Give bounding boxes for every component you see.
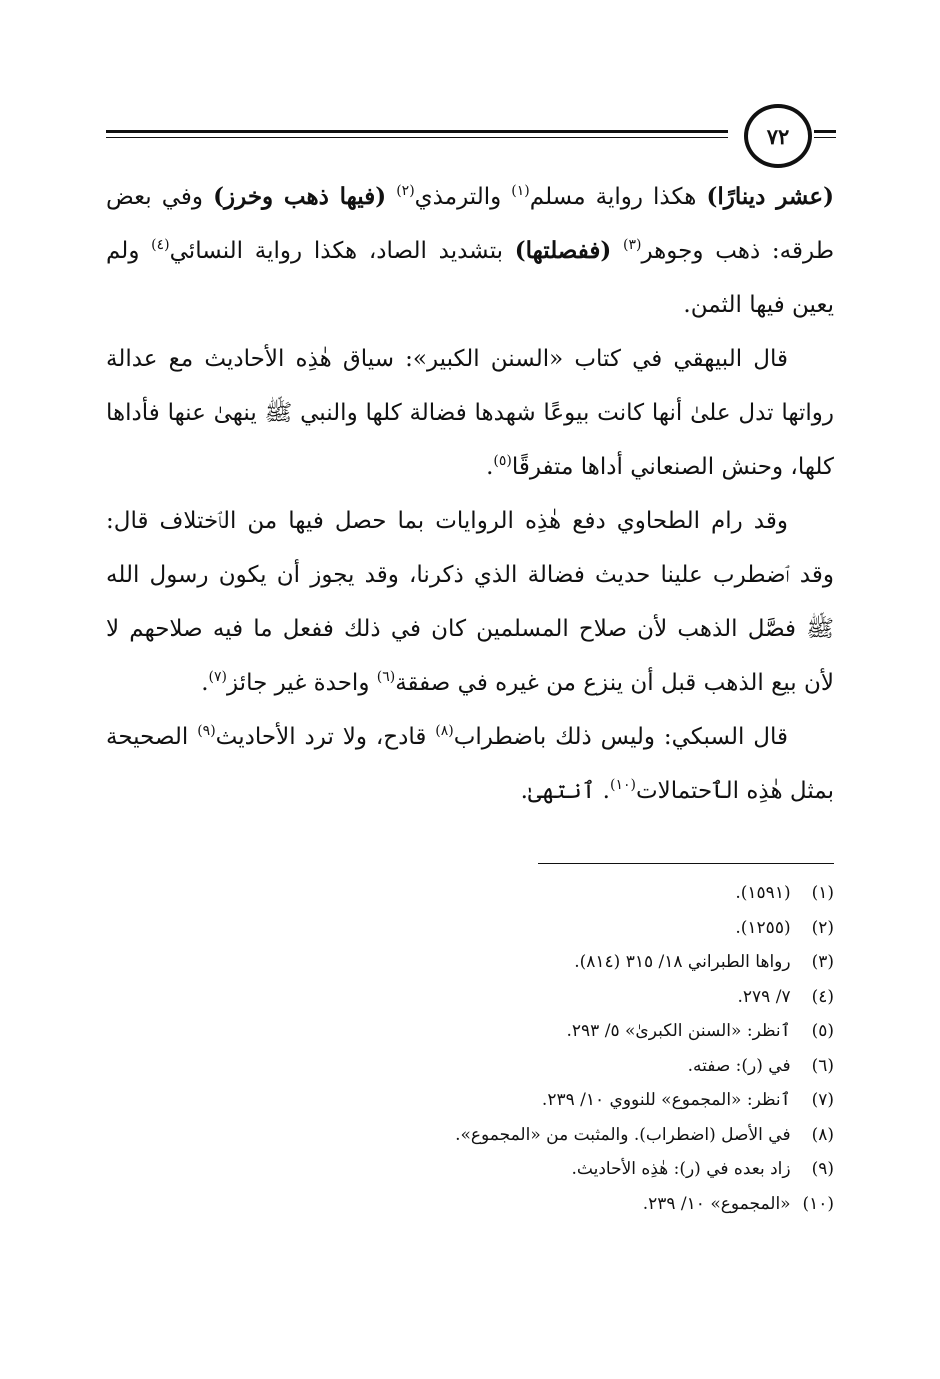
footnote-marker-4: (٤) — [151, 237, 170, 253]
footnote-item — [106, 911, 834, 946]
page-header — [106, 100, 836, 170]
footnote-item — [106, 1083, 834, 1118]
footnote-text: ٱنظر: «المجموع» للنووي ١٠/ ٢٣٩. — [541, 1090, 791, 1110]
quoted-phrase: (عشر دينارًا) — [706, 183, 835, 210]
footnote-marker-1: (١) — [511, 183, 530, 199]
text-span: . — [486, 454, 494, 480]
footnote-item — [106, 1187, 834, 1222]
footnote-divider — [538, 863, 834, 864]
text-span: واحدة غير جائز — [226, 670, 377, 696]
footnote-number: (٧) — [811, 1090, 834, 1110]
footnote-item — [106, 980, 834, 1015]
footnote-text: «المجموع» ١٠/ ٢٣٩. — [642, 1193, 791, 1214]
footnote-item — [106, 1118, 834, 1153]
footnote-text: ٧/ ٢٧٩. — [737, 986, 791, 1007]
footnote-marker-2: (٢) — [396, 183, 415, 199]
text-span: ولم يعين فيها الثمن. — [106, 238, 834, 318]
text-span — [611, 238, 623, 264]
text-span: وفي بعض طرقه: ذهب وجوهر — [106, 184, 834, 264]
text-span: قال السبكي: وليس ذلك باضطراب — [453, 724, 788, 750]
footnote-text: (١٢٥٥). — [735, 917, 791, 938]
footnote-text: (١٥٩١). — [735, 883, 791, 903]
header-rule — [106, 130, 728, 138]
footnote-marker-6: (٦) — [376, 669, 396, 685]
footnote-number: (٤) — [811, 986, 834, 1007]
text-span: بتشديد الصاد، هكذا رواية النسائي — [169, 238, 515, 264]
text-span: والترمذي — [414, 184, 512, 210]
text-span: . ٱنتهىٰ. — [520, 778, 610, 804]
footnote-item — [106, 1152, 834, 1187]
footnote-item — [106, 876, 834, 911]
footnote-marker-3: (٣) — [623, 237, 642, 253]
header-rule-end — [814, 130, 836, 138]
footnote-text: رواها الطبراني ١٨/ ٣١٥ (٨١٤). — [574, 952, 791, 972]
page-number: ٧٢ — [744, 104, 812, 168]
text-span — [386, 184, 396, 210]
footnote-text: في (ر): صفته. — [687, 1055, 791, 1076]
paragraph-2 — [106, 332, 834, 494]
footnote-item — [106, 1049, 834, 1084]
quoted-phrase: (فيها ذهب وخرز) — [213, 183, 387, 210]
footnote-number: (٩) — [811, 1159, 834, 1179]
footnote-number: (٦) — [811, 1055, 834, 1076]
footnote-number: (٢) — [811, 917, 834, 938]
footnote-number: (٥) — [811, 1021, 834, 1041]
footnote-item — [106, 1014, 834, 1049]
footnote-item — [106, 945, 834, 980]
footnote-marker-8: (٨) — [435, 723, 454, 739]
text-span: هكذا رواية مسلم — [529, 184, 707, 210]
footnote-marker-9: (٩) — [197, 723, 216, 739]
paragraph-1 — [106, 170, 834, 332]
paragraph-3 — [106, 494, 834, 710]
text-span: وقد رام الطحاوي دفع هٰذِه الروايات بما حصل فيها من الٱختلاف قال: وقد ٱضطرب علينا حديث فضالة الذي ذكرنا، وقد يجوز أن يكون رسول الله ﷺ فصَّل الذهب لأن صلاح المسلمين كان في ذلك ففعل ما فيه صلاحهم لا لأن بيع الذهب قبل أن ينزع من غيره في صفقة — [106, 508, 834, 696]
footnote-text: زاد بعده في (ر): هٰذِه الأحاديث. — [571, 1159, 791, 1179]
paragraph-4 — [106, 710, 834, 818]
footnote-text: ٱنظر: «السنن الكبرىٰ» ٥/ ٢٩٣. — [566, 1021, 791, 1041]
footnote-number: (١) — [811, 883, 834, 903]
text-span: قادح، ولا ترد الأحاديث — [215, 724, 436, 750]
footnote-marker-7: (٧) — [208, 669, 227, 685]
footnotes-list — [106, 876, 834, 1221]
footnote-number: (١٠) — [802, 1193, 834, 1214]
text-span: الصحيحة بمثل هٰذِه الٱحتمالات — [106, 724, 834, 804]
footnote-marker-10: (١٠) — [609, 777, 636, 793]
main-text — [106, 170, 834, 818]
quoted-phrase: (ففصلتها) — [514, 237, 612, 264]
footnote-text: في الأصل (اضطراب). والمثبت من «المجموع». — [455, 1124, 791, 1145]
footnote-number: (٨) — [811, 1124, 834, 1145]
footnote-marker-5: (٥) — [493, 453, 512, 469]
footnote-number: (٣) — [811, 952, 834, 972]
text-span: . — [201, 670, 209, 696]
text-span: قال البيهقي في كتاب «السنن الكبير»: سياق هٰذِه الأحاديث مع عدالة رواتها تدل علىٰ أنها كانت بيوعًا شهدها فضالة كلها والنبي ﷺ ينهىٰ عنها فأداها كلها، وحنش الصنعاني أداها متفرقًا — [106, 346, 834, 480]
